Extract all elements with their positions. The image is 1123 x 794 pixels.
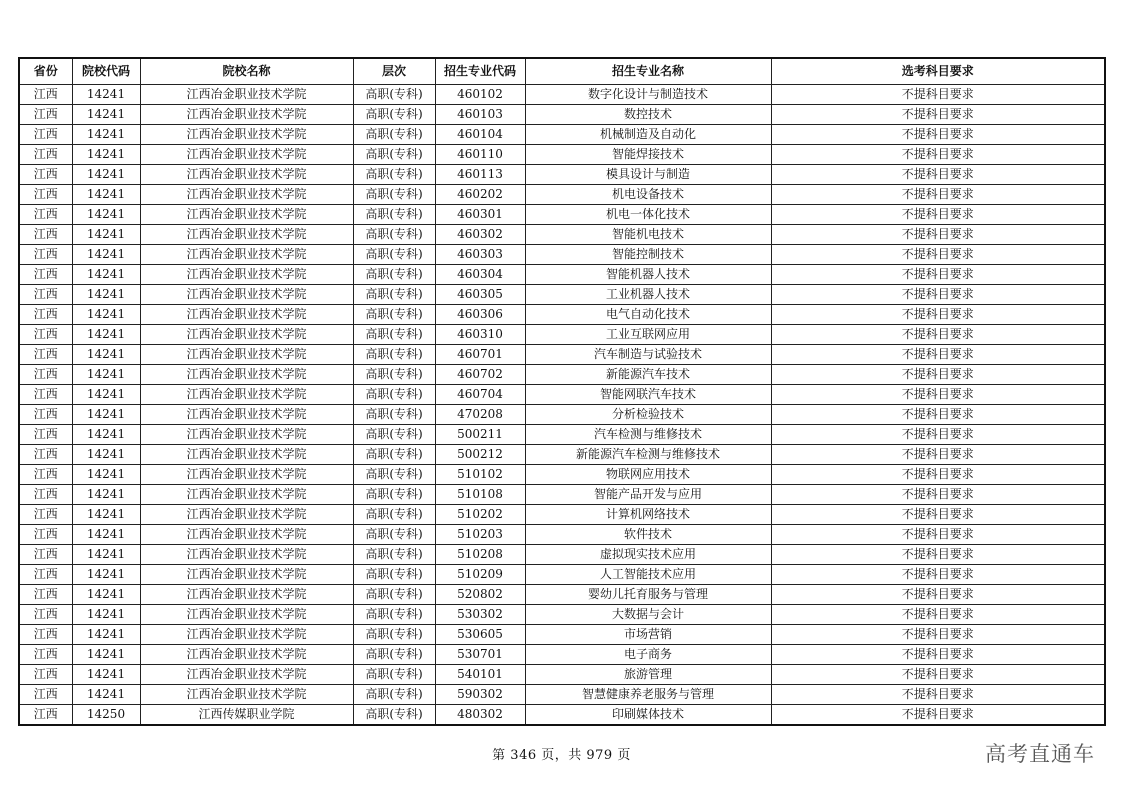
cell-major-name: 电气自动化技术	[525, 305, 771, 325]
cell-province: 江西	[19, 425, 72, 445]
cell-major-code: 530701	[435, 645, 525, 665]
cell-major-name: 新能源汽车技术	[525, 365, 771, 385]
cell-level: 高职(专科)	[353, 605, 435, 625]
cell-major-code: 510203	[435, 525, 525, 545]
cell-major-name: 数字化设计与制造技术	[525, 85, 771, 105]
cell-school-name: 江西冶金职业技术学院	[140, 485, 353, 505]
cell-major-name: 机电一体化技术	[525, 205, 771, 225]
cell-province: 江西	[19, 165, 72, 185]
cell-major-name: 新能源汽车检测与维修技术	[525, 445, 771, 465]
cell-level: 高职(专科)	[353, 285, 435, 305]
cell-subject-requirement: 不提科目要求	[771, 265, 1105, 285]
table-row	[19, 545, 1105, 565]
cell-level: 高职(专科)	[353, 445, 435, 465]
cell-subject-requirement: 不提科目要求	[771, 645, 1105, 665]
cell-subject-requirement: 不提科目要求	[771, 305, 1105, 325]
cell-major-code: 460305	[435, 285, 525, 305]
cell-school-code: 14241	[72, 345, 140, 365]
cell-level: 高职(专科)	[353, 485, 435, 505]
cell-school-code: 14241	[72, 485, 140, 505]
cell-level: 高职(专科)	[353, 465, 435, 485]
table-row	[19, 185, 1105, 205]
header-major-code: 招生专业代码	[435, 58, 525, 85]
cell-major-code: 460306	[435, 305, 525, 325]
cell-subject-requirement: 不提科目要求	[771, 525, 1105, 545]
cell-major-name: 智能控制技术	[525, 245, 771, 265]
cell-major-code: 460704	[435, 385, 525, 405]
cell-school-name: 江西冶金职业技术学院	[140, 525, 353, 545]
cell-level: 高职(专科)	[353, 205, 435, 225]
cell-province: 江西	[19, 585, 72, 605]
cell-subject-requirement: 不提科目要求	[771, 425, 1105, 445]
cell-school-name: 江西冶金职业技术学院	[140, 105, 353, 125]
cell-province: 江西	[19, 185, 72, 205]
cell-school-name: 江西冶金职业技术学院	[140, 265, 353, 285]
cell-school-code: 14241	[72, 205, 140, 225]
cell-school-name: 江西冶金职业技术学院	[140, 685, 353, 705]
cell-province: 江西	[19, 365, 72, 385]
cell-major-name: 模具设计与制造	[525, 165, 771, 185]
cell-school-code: 14241	[72, 385, 140, 405]
cell-major-code: 590302	[435, 685, 525, 705]
cell-major-code: 510108	[435, 485, 525, 505]
cell-school-name: 江西冶金职业技术学院	[140, 345, 353, 365]
cell-major-code: 500212	[435, 445, 525, 465]
cell-school-name: 江西冶金职业技术学院	[140, 305, 353, 325]
header-major-name: 招生专业名称	[525, 58, 771, 85]
cell-subject-requirement: 不提科目要求	[771, 105, 1105, 125]
cell-province: 江西	[19, 385, 72, 405]
cell-province: 江西	[19, 605, 72, 625]
cell-level: 高职(专科)	[353, 165, 435, 185]
cell-province: 江西	[19, 245, 72, 265]
cell-school-code: 14241	[72, 605, 140, 625]
table-row	[19, 505, 1105, 525]
cell-level: 高职(专科)	[353, 525, 435, 545]
table-row	[19, 305, 1105, 325]
cell-subject-requirement: 不提科目要求	[771, 505, 1105, 525]
cell-subject-requirement: 不提科目要求	[771, 485, 1105, 505]
cell-province: 江西	[19, 685, 72, 705]
cell-major-name: 婴幼儿托育服务与管理	[525, 585, 771, 605]
cell-school-code: 14241	[72, 105, 140, 125]
cell-school-code: 14241	[72, 585, 140, 605]
cell-school-code: 14241	[72, 665, 140, 685]
cell-major-code: 520802	[435, 585, 525, 605]
cell-province: 江西	[19, 665, 72, 685]
header-province: 省份	[19, 58, 72, 85]
table-row	[19, 625, 1105, 645]
admission-table	[18, 57, 1106, 726]
cell-major-name: 智能焊接技术	[525, 145, 771, 165]
cell-school-code: 14241	[72, 625, 140, 645]
cell-subject-requirement: 不提科目要求	[771, 605, 1105, 625]
cell-major-code: 460310	[435, 325, 525, 345]
cell-major-name: 电子商务	[525, 645, 771, 665]
watermark-logo: 高考直通车	[985, 742, 1095, 766]
cell-major-code: 460304	[435, 265, 525, 285]
cell-school-name: 江西冶金职业技术学院	[140, 645, 353, 665]
table-row	[19, 265, 1105, 285]
cell-school-code: 14241	[72, 285, 140, 305]
cell-major-code: 460702	[435, 365, 525, 385]
cell-major-name: 智能产品开发与应用	[525, 485, 771, 505]
cell-subject-requirement: 不提科目要求	[771, 685, 1105, 705]
cell-school-name: 江西冶金职业技术学院	[140, 325, 353, 345]
cell-level: 高职(专科)	[353, 265, 435, 285]
cell-province: 江西	[19, 545, 72, 565]
cell-major-name: 人工智能技术应用	[525, 565, 771, 585]
cell-subject-requirement: 不提科目要求	[771, 225, 1105, 245]
cell-subject-requirement: 不提科目要求	[771, 365, 1105, 385]
cell-school-name: 江西冶金职业技术学院	[140, 245, 353, 265]
cell-school-name: 江西冶金职业技术学院	[140, 225, 353, 245]
cell-school-code: 14241	[72, 465, 140, 485]
cell-subject-requirement: 不提科目要求	[771, 385, 1105, 405]
table-row	[19, 385, 1105, 405]
cell-major-name: 大数据与会计	[525, 605, 771, 625]
cell-province: 江西	[19, 345, 72, 365]
cell-school-name: 江西冶金职业技术学院	[140, 205, 353, 225]
cell-subject-requirement: 不提科目要求	[771, 345, 1105, 365]
cell-school-code: 14241	[72, 325, 140, 345]
cell-school-code: 14241	[72, 165, 140, 185]
table-row	[19, 125, 1105, 145]
cell-subject-requirement: 不提科目要求	[771, 545, 1105, 565]
cell-level: 高职(专科)	[353, 705, 435, 726]
table-row	[19, 405, 1105, 425]
cell-major-code: 460103	[435, 105, 525, 125]
table-row	[19, 525, 1105, 545]
cell-subject-requirement: 不提科目要求	[771, 625, 1105, 645]
cell-major-name: 分析检验技术	[525, 405, 771, 425]
cell-school-code: 14241	[72, 645, 140, 665]
cell-school-name: 江西冶金职业技术学院	[140, 445, 353, 465]
cell-major-code: 540101	[435, 665, 525, 685]
cell-level: 高职(专科)	[353, 585, 435, 605]
cell-province: 江西	[19, 485, 72, 505]
cell-major-name: 机械制造及自动化	[525, 125, 771, 145]
cell-major-name: 智慧健康养老服务与管理	[525, 685, 771, 705]
header-subject-requirement: 选考科目要求	[771, 58, 1105, 85]
cell-school-code: 14241	[72, 265, 140, 285]
cell-level: 高职(专科)	[353, 645, 435, 665]
cell-school-code: 14241	[72, 185, 140, 205]
cell-major-code: 510102	[435, 465, 525, 485]
cell-school-name: 江西冶金职业技术学院	[140, 365, 353, 385]
cell-province: 江西	[19, 525, 72, 545]
cell-major-code: 460202	[435, 185, 525, 205]
table-row	[19, 465, 1105, 485]
cell-major-name: 智能网联汽车技术	[525, 385, 771, 405]
cell-school-name: 江西冶金职业技术学院	[140, 465, 353, 485]
cell-major-code: 460104	[435, 125, 525, 145]
cell-subject-requirement: 不提科目要求	[771, 445, 1105, 465]
cell-school-name: 江西冶金职业技术学院	[140, 285, 353, 305]
cell-major-code: 460110	[435, 145, 525, 165]
cell-province: 江西	[19, 505, 72, 525]
cell-major-name: 智能机器人技术	[525, 265, 771, 285]
cell-major-name: 汽车检测与维修技术	[525, 425, 771, 445]
cell-level: 高职(专科)	[353, 125, 435, 145]
cell-province: 江西	[19, 285, 72, 305]
header-level: 层次	[353, 58, 435, 85]
cell-major-code: 470208	[435, 405, 525, 425]
cell-level: 高职(专科)	[353, 425, 435, 445]
cell-school-name: 江西冶金职业技术学院	[140, 405, 353, 425]
cell-level: 高职(专科)	[353, 405, 435, 425]
cell-subject-requirement: 不提科目要求	[771, 245, 1105, 265]
cell-school-name: 江西冶金职业技术学院	[140, 385, 353, 405]
cell-subject-requirement: 不提科目要求	[771, 405, 1105, 425]
cell-school-code: 14241	[72, 305, 140, 325]
cell-province: 江西	[19, 625, 72, 645]
cell-school-name: 江西冶金职业技术学院	[140, 185, 353, 205]
table-row	[19, 85, 1105, 105]
cell-subject-requirement: 不提科目要求	[771, 565, 1105, 585]
table-row	[19, 665, 1105, 685]
cell-major-name: 物联网应用技术	[525, 465, 771, 485]
cell-major-code: 510208	[435, 545, 525, 565]
cell-province: 江西	[19, 645, 72, 665]
cell-subject-requirement: 不提科目要求	[771, 205, 1105, 225]
table-row	[19, 365, 1105, 385]
cell-level: 高职(专科)	[353, 105, 435, 125]
cell-school-code: 14241	[72, 425, 140, 445]
cell-province: 江西	[19, 565, 72, 585]
cell-school-code: 14250	[72, 705, 140, 726]
cell-level: 高职(专科)	[353, 365, 435, 385]
cell-subject-requirement: 不提科目要求	[771, 185, 1105, 205]
table-row	[19, 165, 1105, 185]
cell-school-code: 14241	[72, 125, 140, 145]
header-school-name: 院校名称	[140, 58, 353, 85]
header-school-code: 院校代码	[72, 58, 140, 85]
cell-school-code: 14241	[72, 505, 140, 525]
cell-level: 高职(专科)	[353, 625, 435, 645]
cell-subject-requirement: 不提科目要求	[771, 145, 1105, 165]
table-row	[19, 605, 1105, 625]
cell-school-code: 14241	[72, 545, 140, 565]
table-header-row	[19, 58, 1105, 85]
cell-province: 江西	[19, 265, 72, 285]
cell-major-code: 460303	[435, 245, 525, 265]
cell-major-name: 旅游管理	[525, 665, 771, 685]
cell-subject-requirement: 不提科目要求	[771, 585, 1105, 605]
cell-major-name: 软件技术	[525, 525, 771, 545]
table-row	[19, 345, 1105, 365]
cell-major-name: 虚拟现实技术应用	[525, 545, 771, 565]
table-row	[19, 705, 1105, 726]
cell-major-code: 460301	[435, 205, 525, 225]
table-row	[19, 485, 1105, 505]
cell-school-name: 江西冶金职业技术学院	[140, 85, 353, 105]
cell-level: 高职(专科)	[353, 85, 435, 105]
cell-subject-requirement: 不提科目要求	[771, 85, 1105, 105]
cell-province: 江西	[19, 405, 72, 425]
cell-level: 高职(专科)	[353, 305, 435, 325]
cell-level: 高职(专科)	[353, 505, 435, 525]
cell-school-code: 14241	[72, 365, 140, 385]
cell-major-name: 汽车制造与试验技术	[525, 345, 771, 365]
cell-school-name: 江西冶金职业技术学院	[140, 585, 353, 605]
cell-school-code: 14241	[72, 245, 140, 265]
cell-school-name: 江西冶金职业技术学院	[140, 625, 353, 645]
cell-major-name: 市场营销	[525, 625, 771, 645]
table-row	[19, 585, 1105, 605]
cell-province: 江西	[19, 465, 72, 485]
cell-subject-requirement: 不提科目要求	[771, 665, 1105, 685]
cell-major-code: 510209	[435, 565, 525, 585]
cell-school-name: 江西冶金职业技术学院	[140, 125, 353, 145]
cell-province: 江西	[19, 85, 72, 105]
table-row	[19, 645, 1105, 665]
cell-province: 江西	[19, 145, 72, 165]
table-row	[19, 565, 1105, 585]
table-row	[19, 205, 1105, 225]
cell-province: 江西	[19, 205, 72, 225]
cell-school-code: 14241	[72, 685, 140, 705]
cell-subject-requirement: 不提科目要求	[771, 285, 1105, 305]
table-row	[19, 285, 1105, 305]
cell-school-code: 14241	[72, 445, 140, 465]
cell-major-name: 工业机器人技术	[525, 285, 771, 305]
cell-major-code: 480302	[435, 705, 525, 726]
cell-major-name: 工业互联网应用	[525, 325, 771, 345]
cell-school-name: 江西冶金职业技术学院	[140, 565, 353, 585]
cell-school-name: 江西冶金职业技术学院	[140, 505, 353, 525]
table-row	[19, 105, 1105, 125]
cell-major-name: 计算机网络技术	[525, 505, 771, 525]
cell-level: 高职(专科)	[353, 145, 435, 165]
cell-province: 江西	[19, 225, 72, 245]
cell-level: 高职(专科)	[353, 185, 435, 205]
cell-subject-requirement: 不提科目要求	[771, 325, 1105, 345]
cell-level: 高职(专科)	[353, 225, 435, 245]
cell-school-name: 江西冶金职业技术学院	[140, 545, 353, 565]
cell-subject-requirement: 不提科目要求	[771, 165, 1105, 185]
cell-subject-requirement: 不提科目要求	[771, 705, 1105, 726]
cell-province: 江西	[19, 105, 72, 125]
cell-major-code: 530302	[435, 605, 525, 625]
cell-level: 高职(专科)	[353, 565, 435, 585]
cell-level: 高职(专科)	[353, 245, 435, 265]
table-row	[19, 245, 1105, 265]
cell-school-name: 江西冶金职业技术学院	[140, 145, 353, 165]
cell-school-name: 江西冶金职业技术学院	[140, 605, 353, 625]
table-body	[19, 85, 1105, 726]
cell-school-name: 江西冶金职业技术学院	[140, 665, 353, 685]
cell-province: 江西	[19, 705, 72, 726]
cell-major-name: 数控技术	[525, 105, 771, 125]
cell-major-code: 510202	[435, 505, 525, 525]
cell-level: 高职(专科)	[353, 345, 435, 365]
cell-school-code: 14241	[72, 85, 140, 105]
cell-level: 高职(专科)	[353, 665, 435, 685]
cell-major-code: 460113	[435, 165, 525, 185]
cell-subject-requirement: 不提科目要求	[771, 465, 1105, 485]
cell-major-code: 460102	[435, 85, 525, 105]
table-row	[19, 225, 1105, 245]
cell-major-code: 530605	[435, 625, 525, 645]
cell-major-name: 印刷媒体技术	[525, 705, 771, 726]
cell-level: 高职(专科)	[353, 325, 435, 345]
cell-province: 江西	[19, 125, 72, 145]
cell-province: 江西	[19, 305, 72, 325]
cell-school-name: 江西冶金职业技术学院	[140, 165, 353, 185]
table-row	[19, 685, 1105, 705]
cell-major-name: 智能机电技术	[525, 225, 771, 245]
cell-major-code: 460302	[435, 225, 525, 245]
cell-province: 江西	[19, 325, 72, 345]
cell-school-code: 14241	[72, 525, 140, 545]
cell-major-code: 460701	[435, 345, 525, 365]
page-number: 第 346 页，共 979 页	[492, 748, 631, 763]
cell-subject-requirement: 不提科目要求	[771, 125, 1105, 145]
cell-major-code: 500211	[435, 425, 525, 445]
table-row	[19, 425, 1105, 445]
cell-school-code: 14241	[72, 405, 140, 425]
cell-level: 高职(专科)	[353, 545, 435, 565]
cell-school-code: 14241	[72, 145, 140, 165]
cell-province: 江西	[19, 445, 72, 465]
cell-level: 高职(专科)	[353, 685, 435, 705]
table-row	[19, 445, 1105, 465]
cell-major-name: 机电设备技术	[525, 185, 771, 205]
table-row	[19, 325, 1105, 345]
cell-level: 高职(专科)	[353, 385, 435, 405]
cell-school-code: 14241	[72, 565, 140, 585]
cell-school-name: 江西冶金职业技术学院	[140, 425, 353, 445]
table-row	[19, 145, 1105, 165]
cell-school-code: 14241	[72, 225, 140, 245]
cell-school-name: 江西传媒职业学院	[140, 705, 353, 726]
